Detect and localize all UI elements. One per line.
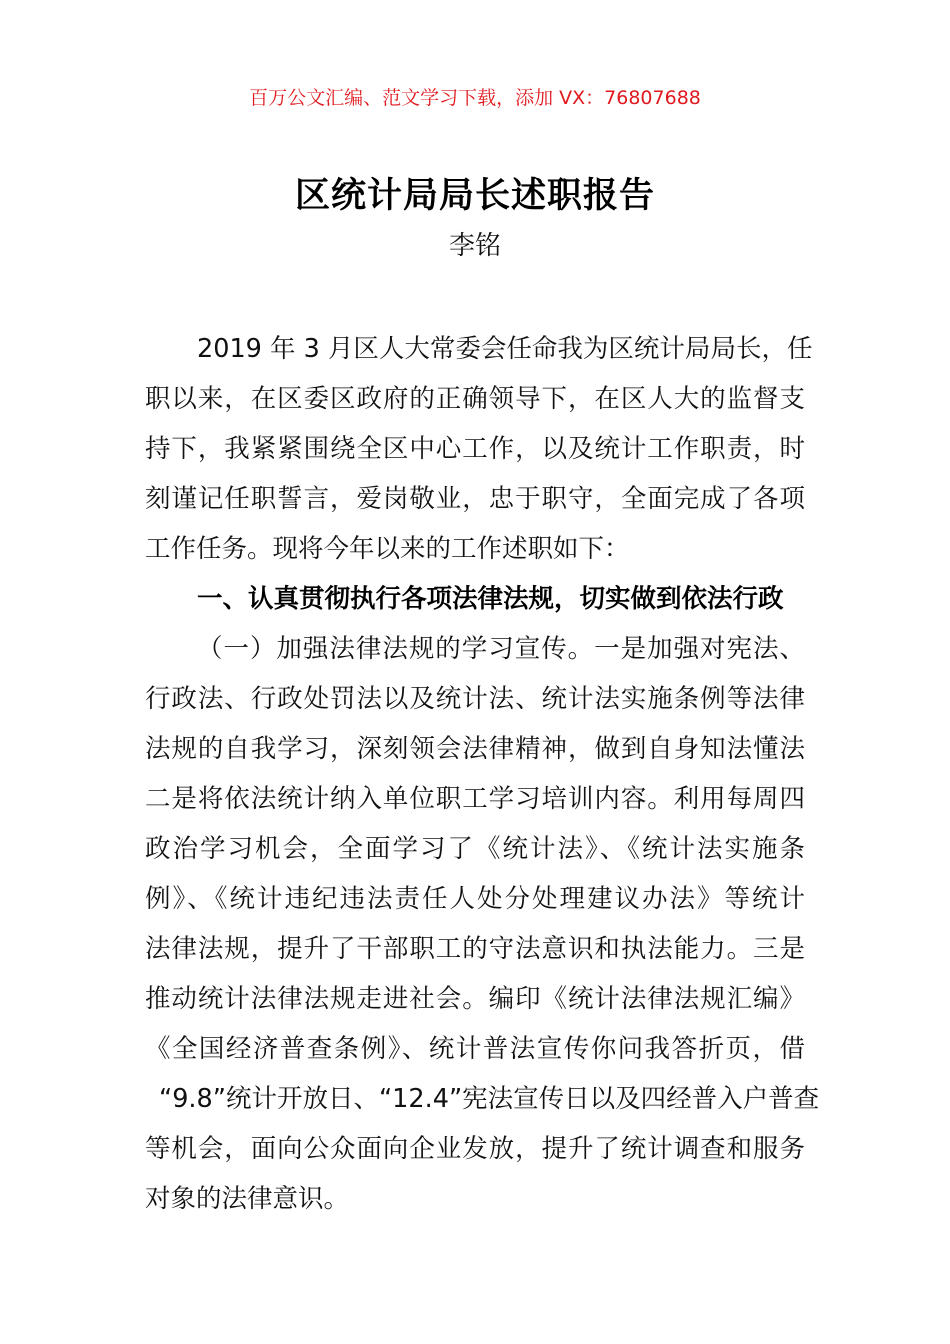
paragraph-2-line-10: “9.8”统计开放日、“12.4”宪法宣传日以及四经普入户普查 <box>159 1084 820 1114</box>
paragraph-2-line-3: 法规的自我学习，深刻领会法律精神，做到自身知法懂法 <box>145 734 805 764</box>
document-title: 区统计局局长述职报告 <box>294 176 655 216</box>
header-promo-note: 百万公文汇编、范文学习下载，添加 VX：76807688 <box>249 87 701 109</box>
document-body <box>145 324 820 1224</box>
paragraph-2-line-12: 对象的法律意识。 <box>145 1184 350 1214</box>
paragraph-2-line-9: 《全国经济普查条例》、统计普法宣传你问我答折页，借 <box>145 1034 805 1064</box>
paragraph-1-line-3: 持下，我紧紧围绕全区中心工作，以及统计工作职责，时 <box>145 434 805 464</box>
paragraph-2-line-7: 法律法规，提升了干部职工的守法意识和执法能力。三是 <box>145 934 805 964</box>
document-author: 李铭 <box>448 231 501 261</box>
section-heading-1: 一、认真贯彻执行各项法律法规，切实做到依法行政 <box>197 584 784 614</box>
paragraph-2-line-6: 例》、《统计违纪违法责任人处分处理建议办法》等统计 <box>145 884 805 914</box>
paragraph-1-line-4: 刻谨记任职誓言，爱岗敬业，忠于职守，全面完成了各项 <box>145 484 805 514</box>
paragraph-1-line-2: 职以来，在区委区政府的正确领导下，在区人大的监督支 <box>145 384 805 414</box>
paragraph-2-line-2: 行政法、行政处罚法以及统计法、统计法实施条例等法律 <box>145 684 805 714</box>
paragraph-2-line-11: 等机会，面向公众面向企业发放，提升了统计调查和服务 <box>145 1134 805 1164</box>
paragraph-2-line-8: 推动统计法律法规走进社会。编印《统计法律法规汇编》 <box>145 984 805 1014</box>
paragraph-2-line-5: 政治学习机会，全面学习了《统计法》、《统计法实施条 <box>145 834 805 864</box>
paragraph-1-line-5: 工作任务。现将今年以来的工作述职如下： <box>145 534 630 564</box>
paragraph-2-line-4: 二是将依法统计纳入单位职工学习培训内容。利用每周四 <box>145 784 805 814</box>
paragraph-1-line-1: 2019 年 3 月区人大常委会任命我为区统计局局长，任 <box>197 334 813 364</box>
paragraph-2-line-1: （一）加强法律法规的学习宣传。一是加强对宪法、 <box>197 634 805 664</box>
